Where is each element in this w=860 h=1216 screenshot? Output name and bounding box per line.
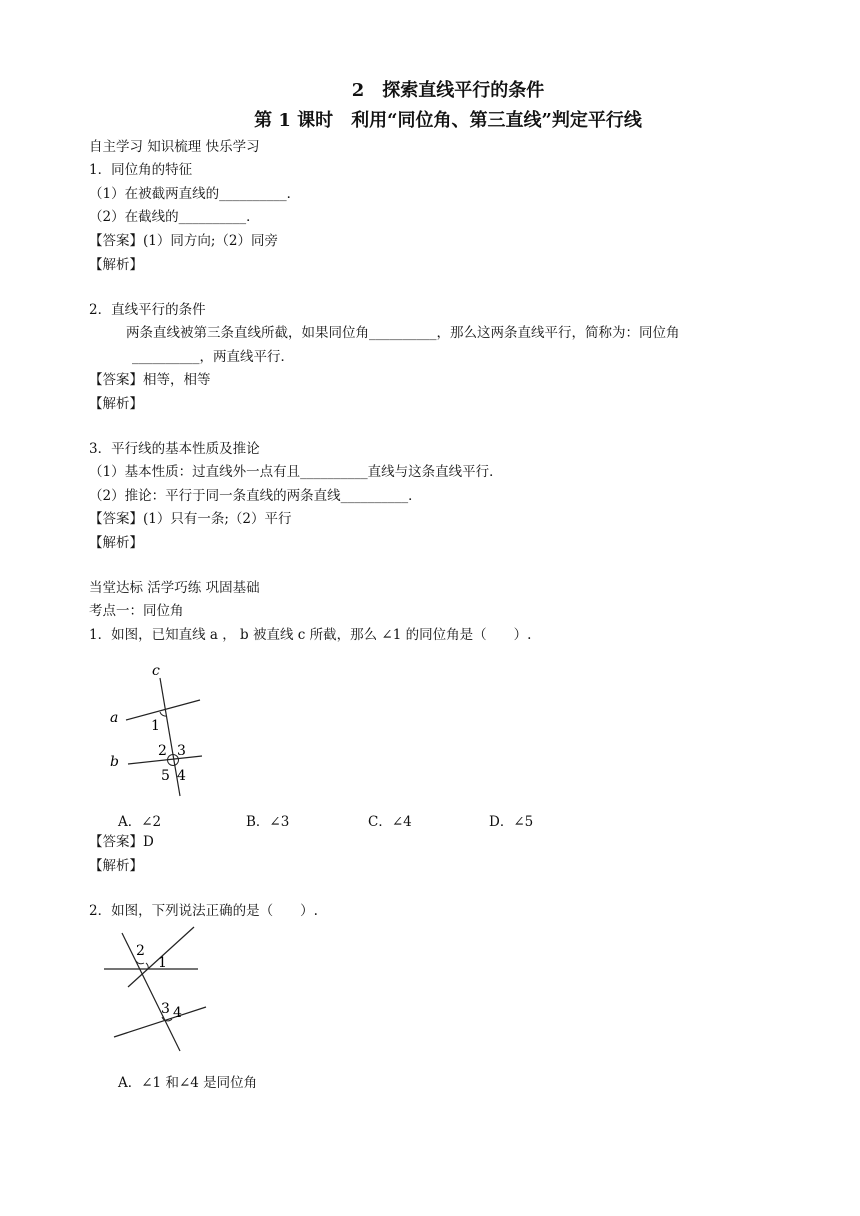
label-4: 4 (173, 1005, 182, 1021)
q2-title: 2．直线平行的条件 (89, 302, 206, 318)
q1-answer: 【答案】(1）同方向;（2）同旁 (89, 233, 278, 249)
ex2-option-a[interactable]: A．∠1 和∠4 是同位角 (118, 1075, 258, 1091)
ex1-option-d[interactable]: D．∠5 (489, 814, 534, 830)
label-b: b (110, 754, 119, 770)
q1-part1: （1）在被截两直线的__________． (89, 186, 301, 202)
label-c: c (152, 663, 160, 679)
line-a (126, 700, 200, 720)
transversal (122, 933, 180, 1051)
q2-part1: 两条直线被第三条直线所截，如果同位角__________，那么这两条直线平行，简称为：同位角 (126, 325, 680, 341)
q1-part2: （2）在截线的__________． (89, 209, 260, 225)
q3-part2: （2）推论：平行于同一条直线的两条直线__________． (89, 488, 422, 504)
ex1-stem: 1．如图，已知直线 a ， b 被直线 c 所截，那么 ∠1 的同位角是（ ）. (89, 627, 532, 643)
q2-analysis: 【解析】 (89, 396, 143, 412)
label-2: 2 (136, 943, 145, 959)
lesson-title: 第 1 课时 利用“同位角、第三直线”判定平行线 (254, 110, 642, 131)
q1-title: 1．同位角的特征 (89, 162, 193, 178)
kaodian-label: 考点一：同位角 (89, 603, 184, 619)
label-3: 3 (177, 743, 186, 759)
label-1: 1 (158, 955, 167, 971)
q3-title: 3．平行线的基本性质及推论 (89, 441, 260, 457)
ex1-option-b[interactable]: B．∠3 (246, 814, 290, 830)
ex2-figure (100, 925, 210, 1055)
angle-1-arc (146, 963, 148, 969)
self-study-heading: 自主学习 知识梳理 快乐学习 (89, 139, 260, 155)
q3-analysis: 【解析】 (89, 535, 143, 551)
q2-part2: __________，两直线平行． (132, 349, 294, 365)
ex1-answer: 【答案】D (89, 834, 154, 850)
ex1-option-c[interactable]: C．∠4 (368, 814, 412, 830)
q1-analysis: 【解析】 (89, 257, 143, 273)
q3-answer: 【答案】(1）只有一条;（2）平行 (89, 511, 292, 527)
ex1-analysis: 【解析】 (89, 858, 143, 874)
label-3: 3 (161, 1001, 170, 1017)
label-2: 2 (158, 743, 167, 759)
ex1-figure (100, 660, 220, 800)
label-5: 5 (161, 768, 170, 784)
q2-answer: 【答案】相等，相等 (89, 372, 211, 388)
label-4: 4 (177, 768, 186, 784)
q3-part1: （1）基本性质：过直线外一点有且__________直线与这条直线平行． (89, 464, 503, 480)
practice-heading: 当堂达标 活学巧练 巩固基础 (89, 580, 260, 596)
label-a: a (110, 710, 119, 726)
ex1-option-a[interactable]: A．∠2 (118, 814, 162, 830)
section-title: 2 探索直线平行的条件 (351, 80, 545, 101)
label-1: 1 (151, 718, 160, 734)
ex2-stem: 2．如图，下列说法正确的是（ ）. (89, 903, 318, 919)
